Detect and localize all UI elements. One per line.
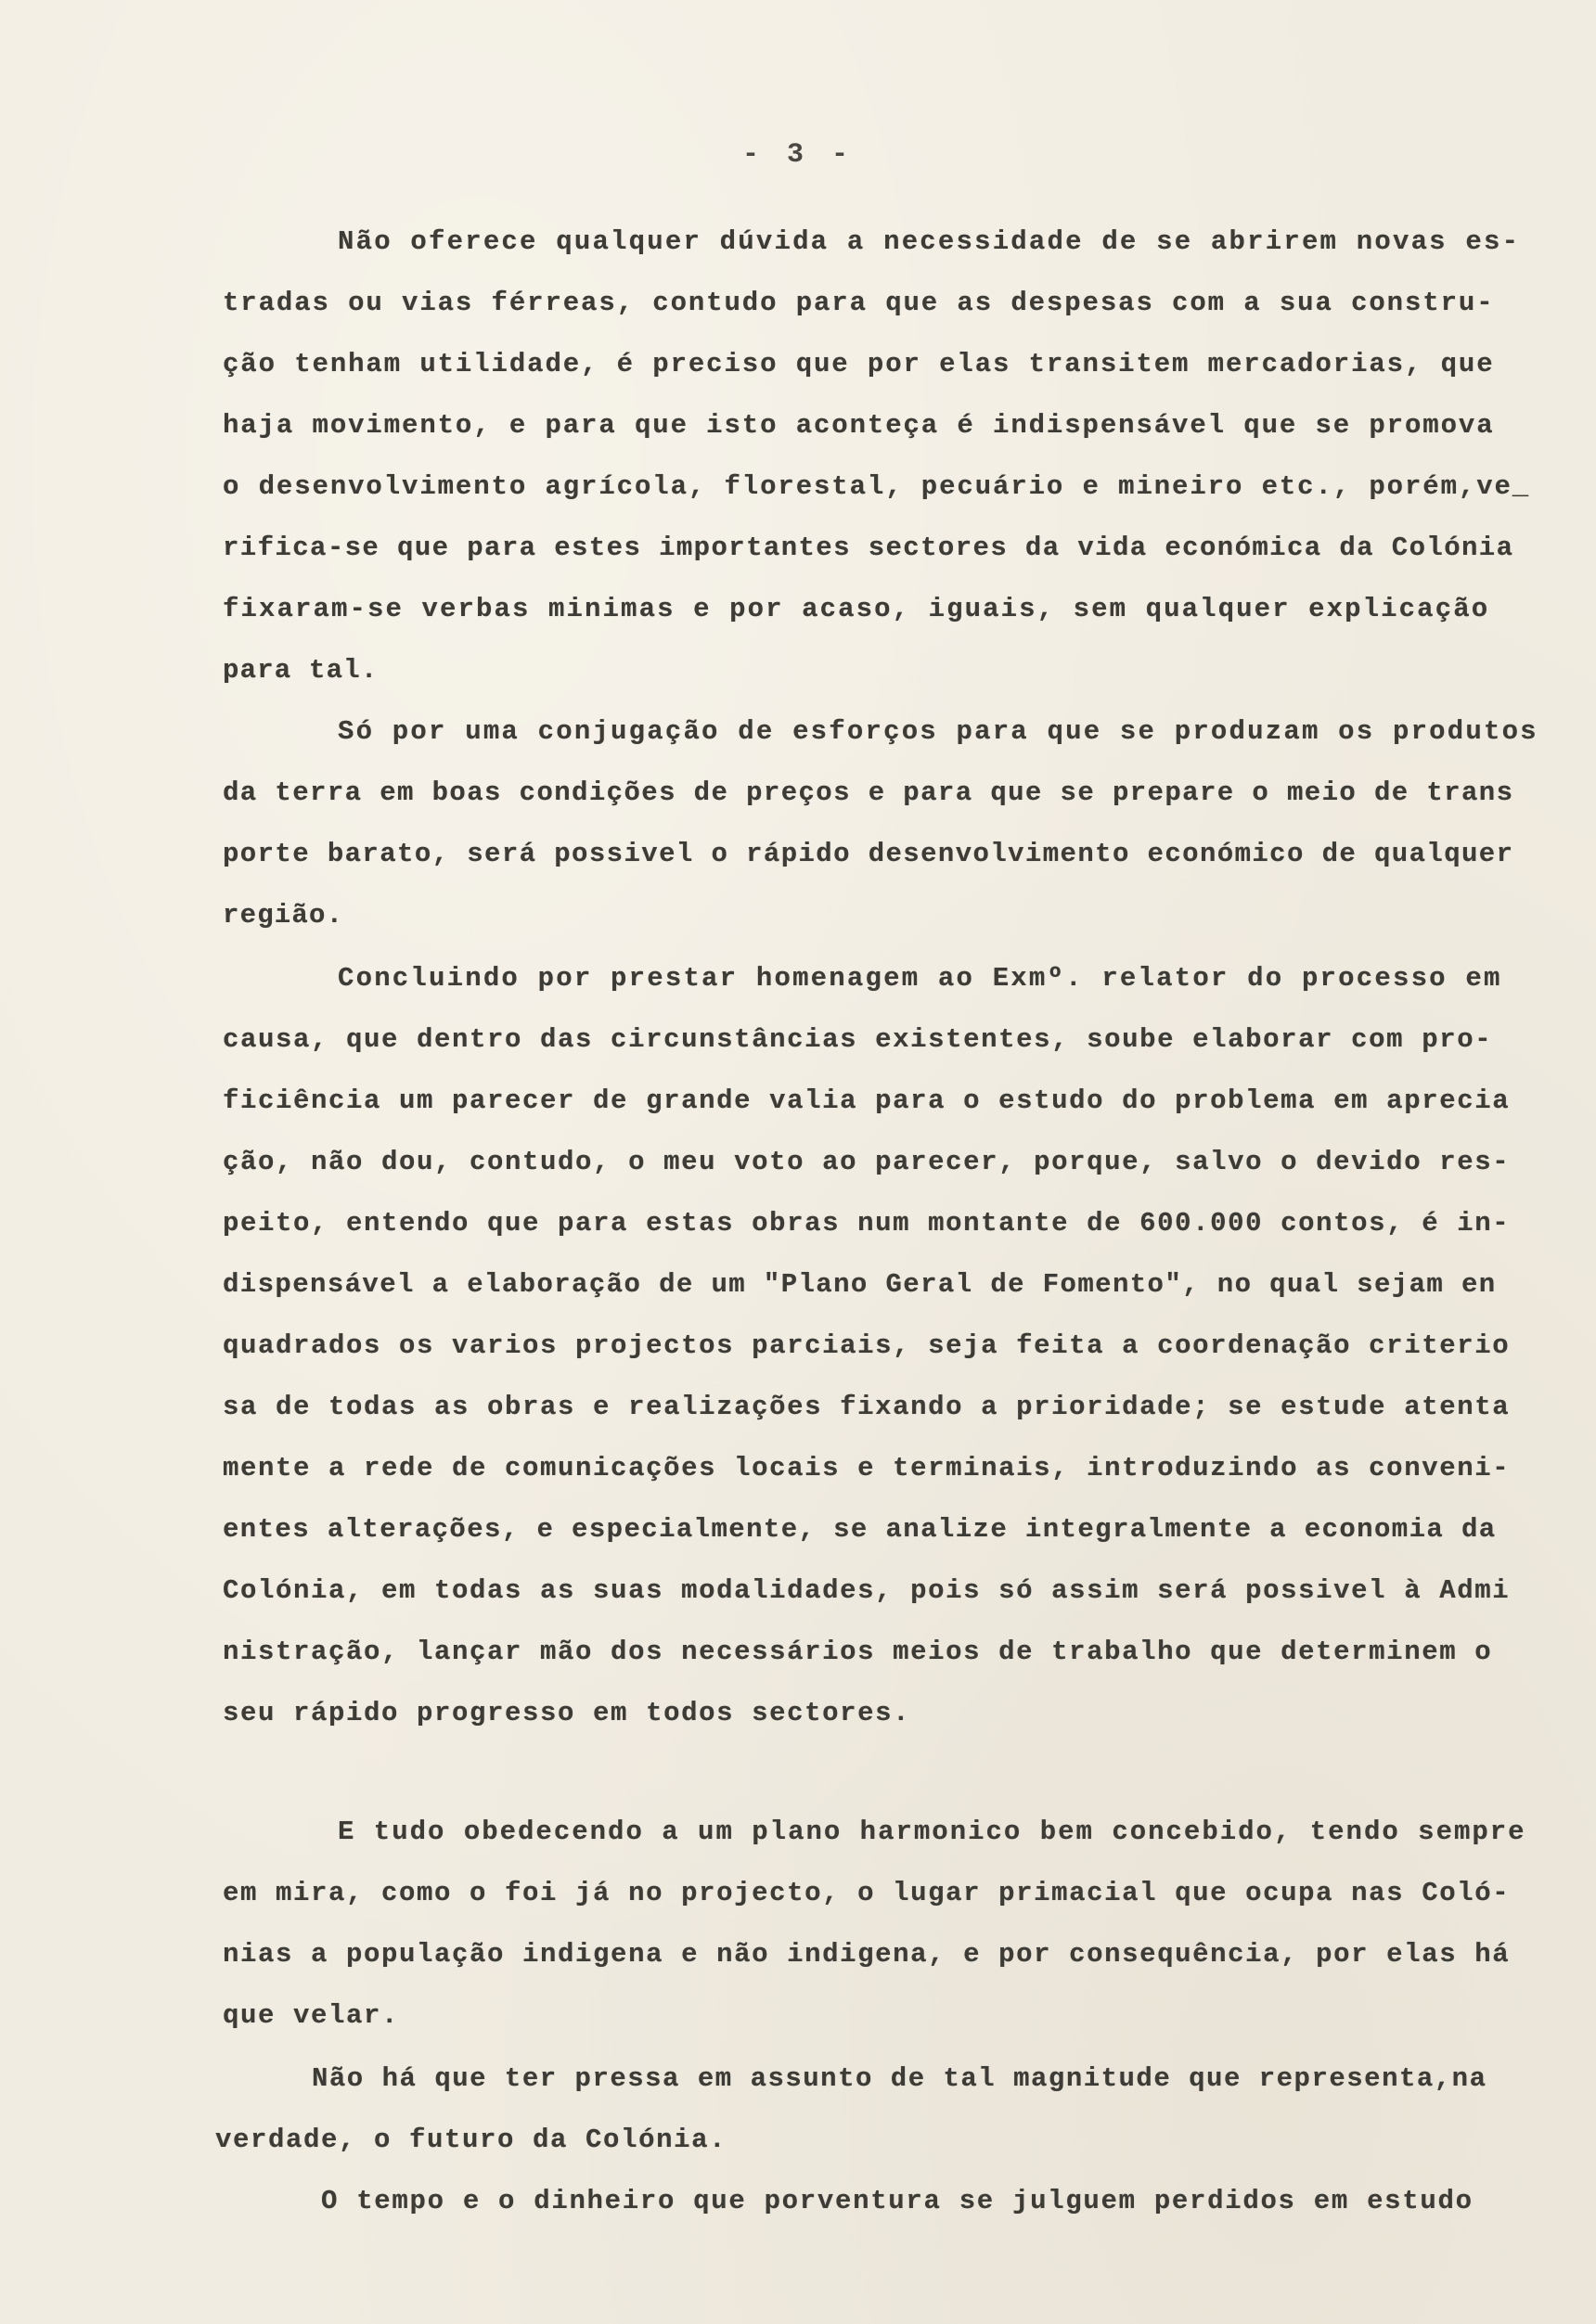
text-line: peito, entendo que para estas obras num montante de 600.000 contos, é in- <box>223 1208 1511 1239</box>
text-line: dispensável a elaboração de um "Plano Geral de Fomento", no qual sejam en <box>223 1269 1497 1300</box>
text-line: Concluindo por prestar homenagem ao Exmº. relator do processo em <box>338 963 1502 994</box>
text-line: região. <box>223 900 344 931</box>
text-line: haja movimento, e para que isto aconteça é indispensável que se promova <box>223 410 1495 441</box>
text-line: sa de todas as obras e realizações fixando a prioridade; se estude atenta <box>223 1392 1511 1422</box>
text-line: seu rápido progresso em todos sectores. <box>223 1698 911 1728</box>
text-line: causa, que dentro das circunstâncias existentes, soube elaborar com pro- <box>223 1024 1493 1055</box>
text-line: entes alterações, e especialmente, se analize integralmente a economia da <box>223 1514 1497 1545</box>
text-line: Não há que ter pressa em assunto de tal magnitude que representa,na <box>312 2063 1487 2094</box>
text-line: O tempo e o dinheiro que porventura se julguem perdidos em estudo <box>321 2186 1474 2216</box>
text-line: fixaram-se verbas minimas e por acaso, iguais, sem qualquer explicação <box>223 594 1490 624</box>
text-line: da terra em boas condições de preços e para que se prepare o meio de trans <box>223 777 1514 808</box>
text-line: em mira, como o foi já no projecto, o lugar primacial que ocupa nas Coló- <box>223 1878 1511 1908</box>
page-number: - 3 - <box>741 139 854 171</box>
text-line: verdade, o futuro da Colónia. <box>215 2125 727 2155</box>
text-line: Não oferece qualquer dúvida a necessidade de se abrirem novas es- <box>338 226 1521 257</box>
text-line: porte barato, será possivel o rápido desenvolvimento económico de qualquer <box>223 839 1514 869</box>
text-line: ção tenham utilidade, é preciso que por elas transitem mercadorias, que <box>223 349 1495 379</box>
text-line: o desenvolvimento agrícola, florestal, pecuário e mineiro etc., porém,ve_ <box>223 471 1531 502</box>
text-line: que velar. <box>223 2000 400 2031</box>
text-line: ficiência um parecer de grande valia para o estudo do problema em aprecia <box>223 1085 1511 1116</box>
text-line: tradas ou vias férreas, contudo para que as despesas com a sua constru- <box>223 288 1495 318</box>
text-line: para tal. <box>223 655 379 686</box>
text-line: Só por uma conjugação de esforços para que se produzam os produtos <box>338 716 1538 747</box>
text-line: quadrados os varios projectos parciais, seja feita a coordenação criterio <box>223 1330 1511 1361</box>
text-line: Colónia, em todas as suas modalidades, pois só assim será possivel à Admi <box>223 1575 1511 1606</box>
text-line: mente a rede de comunicações locais e terminais, introduzindo as conveni- <box>223 1453 1511 1483</box>
text-line: nistração, lançar mão dos necessários meios de trabalho que determinem o <box>223 1637 1493 1667</box>
text-line: rifica-se que para estes importantes sectores da vida económica da Colónia <box>223 533 1514 563</box>
text-line: nias a população indigena e não indigena, e por consequência, por elas há <box>223 1939 1511 1970</box>
text-line: E tudo obedecendo a um plano harmonico bem concebido, tendo sempre <box>338 1817 1526 1847</box>
text-line: ção, não dou, contudo, o meu voto ao parecer, porque, salvo o devido res- <box>223 1147 1511 1177</box>
